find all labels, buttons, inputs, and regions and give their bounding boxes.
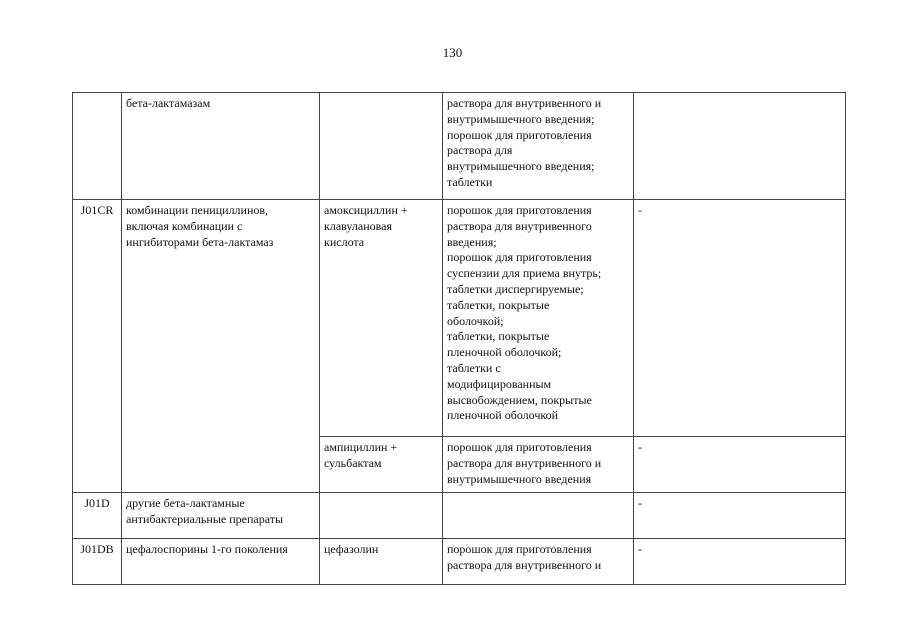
atc-code-cell: J01D (73, 493, 122, 539)
group-name-cell: цефалоспорины 1-го поколения (122, 539, 320, 585)
dosage-form-cell: порошок для приготовления раствора для внутривенного и (443, 539, 634, 585)
drug-name-cell: ампициллин + сульбактам (320, 437, 443, 493)
drug-name-cell (320, 93, 443, 200)
table-row (73, 539, 846, 585)
group-name-cell: другие бета-лактамные антибактериальные препараты (122, 493, 320, 539)
note-cell: - (634, 200, 846, 437)
note-cell: - (634, 493, 846, 539)
drug-name-cell: амоксициллин + клавулановая кислота (320, 200, 443, 437)
dosage-form-cell (443, 493, 634, 539)
atc-code-cell: J01DB (73, 539, 122, 585)
table-row (73, 93, 846, 200)
drug-name-cell: цефазолин (320, 539, 443, 585)
group-name-cell: комбинации пенициллинов, включая комбинации с ингибиторами бета-лактамаз (122, 200, 320, 493)
group-name-cell: бета-лактамазам (122, 93, 320, 200)
dosage-form-cell: порошок для приготовления раствора для внутривенного и внутримышечного введения (443, 437, 634, 493)
dosage-form-cell: порошок для приготовления раствора для внутривенного введения; порошок для приготовления суспензии для приема внутрь; таблетки диспергируемые; таблетки, покрытые оболочкой; таблетки, покрытые пленочной оболочкой; таблетки с модифицированным высвобождением, покрытые пленочной оболочкой (443, 200, 634, 437)
drug-name-cell (320, 493, 443, 539)
atc-code-cell: J01CR (73, 200, 122, 493)
drug-table (72, 92, 846, 585)
note-cell (634, 93, 846, 200)
table-row (73, 493, 846, 539)
note-cell: - (634, 437, 846, 493)
atc-code-cell (73, 93, 122, 200)
table-row (73, 200, 846, 437)
page-number: 130 (442, 45, 463, 60)
dosage-form-cell: раствора для внутривенного и внутримышечного введения; порошок для приготовления раствора для внутримышечного введения; таблетки (443, 93, 634, 200)
note-cell: - (634, 539, 846, 585)
